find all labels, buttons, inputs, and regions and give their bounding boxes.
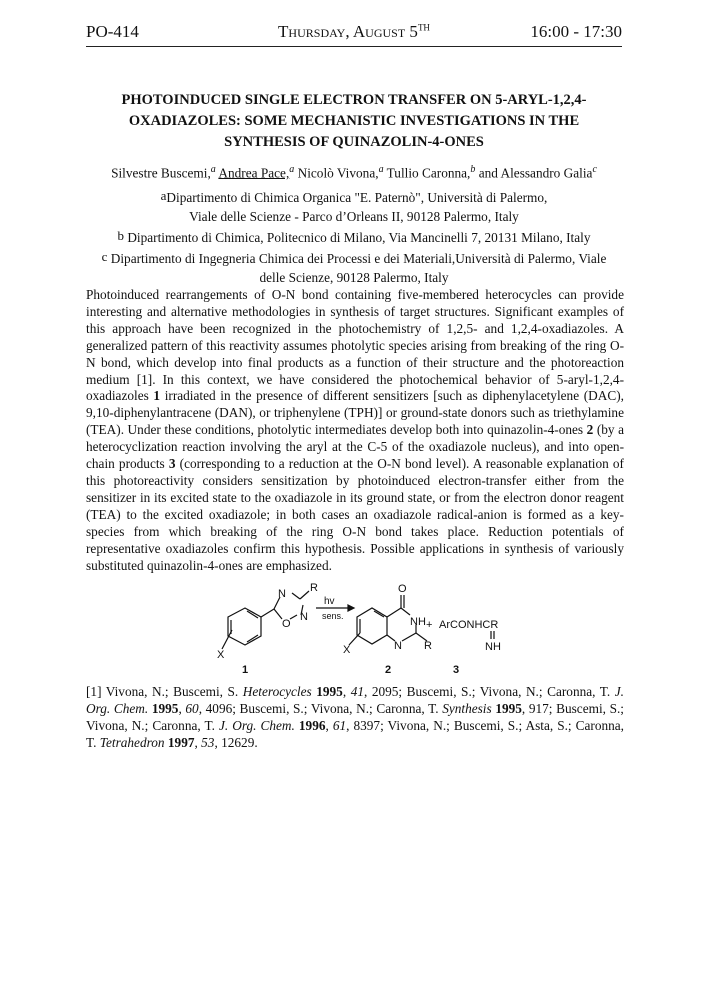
title-line: PHOTOINDUCED SINGLE ELECTRON TRANSFER ON 5-ARYL-1,2,4- bbox=[121, 92, 587, 108]
reference-text: 41 bbox=[350, 684, 364, 699]
svg-text:hv: hv bbox=[324, 596, 335, 607]
affiliation-a: $^a$Dipartimento di Chimica Organica "E. Paternò", Università di Palermo, Viale delle Scienze - Parco d’Orleans II, 90128 Palermo, Italy bbox=[160, 188, 548, 224]
reference-1 bbox=[86, 683, 624, 751]
affiliation-c: $^c$ Dipartimento di Ingegneria Chimica dei Processi e dei Materiali,Università di Palermo, Viale delle Scienze, 90128 Palermo, Italy bbox=[101, 249, 607, 285]
author-name: Nicolò Vivona, bbox=[297, 165, 379, 181]
author-affiliation-mark: c bbox=[592, 164, 597, 175]
reference-text: Synthesis bbox=[442, 701, 492, 716]
author-name: Tullio Caronna, bbox=[386, 165, 471, 181]
benzene-ring bbox=[228, 608, 261, 645]
reference-text: , 4096; Buscemi, S.; Vivona, N.; Caronna, T. bbox=[198, 701, 443, 716]
reference-text: [1] Vivona, N.; Buscemi, S. bbox=[86, 684, 243, 699]
svg-text:ArCONHCR: ArCONHCR bbox=[439, 619, 499, 631]
svg-text:sens.: sens. bbox=[322, 611, 344, 621]
svg-text:NH: NH bbox=[485, 641, 501, 653]
abstract-body: Photoinduced rearrangements of O-N bond containing five-membered heterocycles can provide interesting and alternative methodologies in synthesis of target structures. Significant examples of this approach have been recognized in the photochemistry of 1,2,5- and 1,2,4-oxadiazoles. A generalized pattern of this reactivity assumes photolytic species arising from breaking of the ring O-N bond, which develop into final products as a function of their structure and the photoreaction medium [1]. In this context, we have considered the photochemical behavior of 5-aryl-1,2,4-oxadiazoles 1 irradiated in the presence of different sensitizers [such as diphenylacetylene (DAC), 9,10-diphenylantracene (DAN), or triphenylene (TPH)] or ground-state donors such as triethylamine (TEA). Under these conditions, photolytic intermediates develop both into quinazolin-4-ones 2 (by a heterocyclization reaction involving the aryl at the C-5 of the oxadiazole nucleus), and into open-chain products 3 (corresponding to a reduction at the O-N bond level). A reasonable explanation of this photoreactivity considers sensitization by photoinduced electron-transfer either from the sensitizer in its excited state to the oxadiazole in its ground state, or from the electron donor reagent (TEA) to the excited oxadiazole; in both cases an oxadiazole radical-anion is formed as a key-species from which breaking of the ring O-N bond takes place. Reduction potentials of representative oxadiazoles confirm this hypothesis. Possible applications in synthesis of variously substituted quinazolin-4-ones are emphasized. bbox=[86, 287, 624, 573]
author-name: Andrea Pace, bbox=[218, 165, 290, 181]
svg-text:X: X bbox=[217, 649, 225, 661]
svg-text:R: R bbox=[424, 640, 432, 652]
affiliation-b: $^b$ Dipartimento di Chimica, Politecnico di Milano, Via Mancinelli 7, 20131 Milano, Italy bbox=[117, 228, 591, 245]
reference-text: Tetrahedron bbox=[99, 735, 165, 750]
reference-text: 1997 bbox=[167, 735, 195, 750]
reference-text: 1995 bbox=[151, 701, 179, 716]
reference-text: 60 bbox=[185, 701, 199, 716]
paper-title bbox=[86, 90, 622, 153]
reference-text: 1995 bbox=[495, 701, 522, 716]
author-affiliation-mark: a bbox=[289, 164, 295, 175]
reference-text: , bbox=[342, 684, 351, 699]
reference-text: 1995 bbox=[316, 684, 343, 699]
svg-text:N: N bbox=[278, 588, 286, 600]
affiliations bbox=[86, 186, 622, 287]
svg-text:N: N bbox=[300, 611, 308, 623]
title-line: OXADIAZOLES: SOME MECHANISTIC INVESTIGATIONS IN THE bbox=[128, 113, 580, 129]
author-name: Silvestre Buscemi, bbox=[111, 165, 211, 181]
reference-text: , 2095; Buscemi, S.; Vivona, N.; Caronna, T. bbox=[363, 684, 615, 699]
svg-text:O: O bbox=[282, 618, 291, 630]
session-time: 16:00 - 17:30 bbox=[530, 22, 622, 41]
svg-text:N: N bbox=[394, 640, 402, 652]
author-affiliation-mark: a bbox=[378, 164, 384, 175]
reference-text: , 12629. bbox=[214, 735, 258, 750]
compound-label-3: 3 bbox=[453, 664, 460, 675]
reference-text: , bbox=[194, 735, 202, 750]
session-day: Thursday, August 5TH bbox=[278, 22, 430, 41]
svg-text:R: R bbox=[310, 582, 318, 594]
author-affiliation-mark: a bbox=[210, 164, 216, 175]
author-list bbox=[86, 164, 622, 181]
reference-text: J. Org. Chem. bbox=[86, 684, 624, 716]
compound-label-2: 2 bbox=[385, 664, 392, 675]
reaction-scheme bbox=[200, 575, 520, 675]
page-header bbox=[86, 22, 622, 47]
svg-text:X: X bbox=[343, 644, 351, 656]
author-affiliation-mark: b bbox=[470, 164, 476, 175]
reference-text: 1996 bbox=[298, 718, 326, 733]
reference-text: , 917; Buscemi, S.; Vivona, N.; Caronna, T. bbox=[86, 701, 624, 733]
svg-text:O: O bbox=[398, 583, 407, 595]
reference-text: Heterocycles bbox=[242, 684, 312, 699]
reference-text: , 8397; Vivona, N.; Buscemi, S.; Asta, S.; Caronna, T. bbox=[86, 718, 625, 750]
title-line: SYNTHESIS OF QUINAZOLIN-4-ONES bbox=[224, 134, 484, 150]
compound-label-1: 1 bbox=[242, 664, 249, 675]
poster-code: PO-414 bbox=[86, 22, 139, 41]
reference-text: 61 bbox=[332, 718, 347, 733]
reference-text: , bbox=[178, 701, 186, 716]
svg-text:NH: NH bbox=[410, 616, 426, 628]
reference-text: 53 bbox=[201, 735, 215, 750]
reference-text: , bbox=[325, 718, 333, 733]
reference-text: J. Org. Chem. bbox=[218, 718, 295, 733]
svg-text:+: + bbox=[426, 619, 433, 631]
author-name: and Alessandro Galia bbox=[478, 165, 593, 181]
